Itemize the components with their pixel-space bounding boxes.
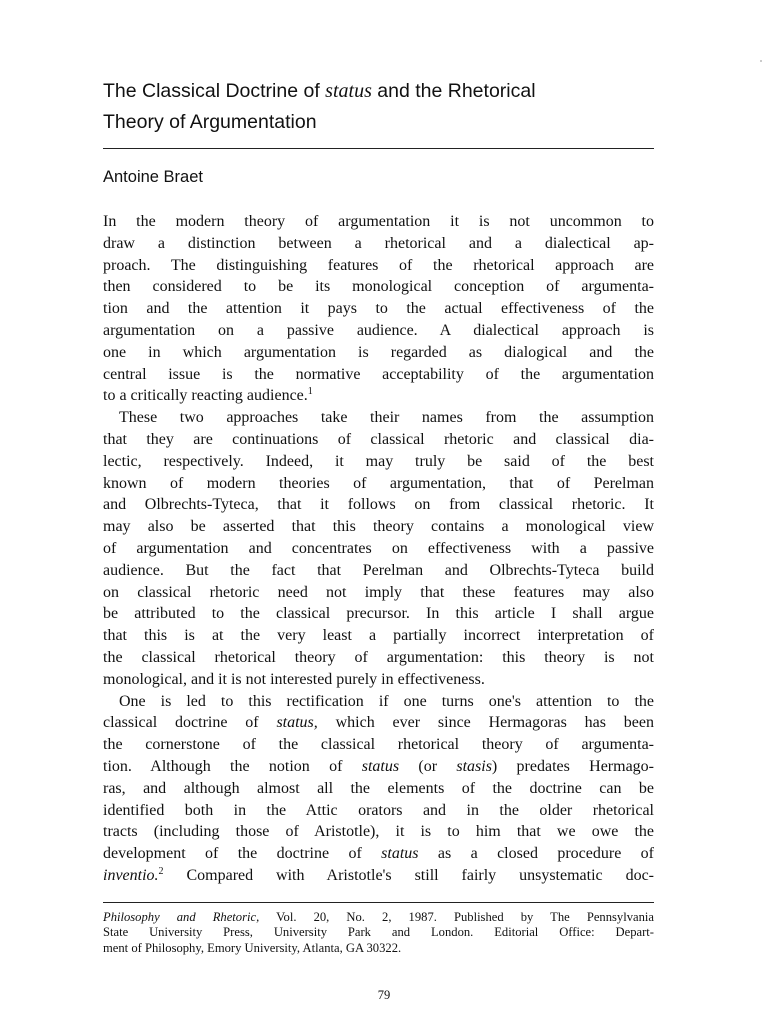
body-line: the cornerstone of the classical rhetorical theory of argumenta-: [103, 736, 654, 754]
journal-name: Philosophy and Rhetoric,: [103, 910, 260, 924]
title-rule: [103, 148, 654, 149]
body-line: the classical rhetorical theory of argumentation: this theory is not: [103, 648, 654, 666]
body-line: In the modern theory of argumentation it is not uncommon to: [103, 213, 654, 230]
body-line: of argumentation and concentrates on effectiveness with a passive: [103, 539, 654, 557]
footnote-ref-1[interactable]: 1: [307, 386, 313, 398]
body-line: inventio.$^2$ Compared with Aristotle's still fairly unsystematic doc-: [103, 865, 654, 884]
footnote-line: ment of Philosophy, Emory University, Atlanta, GA 30322.: [103, 940, 402, 955]
body-line: tion. Although the notion of status (or stasis) predates Hermago-: [103, 757, 655, 775]
body-line: to a critically reacting audience.$^1$: [103, 386, 313, 405]
footnote-line: Philosophy and Rhetoric, Vol. 20, No. 2, 1987. Published by The Pennsylvania: [103, 910, 654, 924]
body-line: One is led to this rectification if one turns one's attention to the: [119, 692, 654, 710]
article-title: [103, 76, 663, 138]
title-line-1: The Classical Doctrine of status and the Rhetorical: [103, 80, 536, 102]
body-line: on classical rhetoric need not imply that these features may also: [103, 583, 654, 601]
body-line: audience. But the fact that Perelman and Olbrechts-Tyteca build: [103, 561, 654, 579]
body-line: and Olbrechts-Tyteca, that it follows on from classical rhetoric. It: [103, 496, 654, 514]
body-line: argumentation on a passive audience. A dialectical approach is: [103, 321, 654, 339]
footnote-line: State University Press, University Park and London. Editorial Office: Depart-: [103, 925, 654, 940]
author-name: Antoine Braet: [103, 168, 203, 186]
body-line: ras, and although almost all the elements of the doctrine can be: [103, 779, 654, 797]
body-line: tracts (including those of Aristotle), it is to him that we owe the: [103, 823, 654, 841]
footnote-rule: [103, 902, 654, 903]
body-line: These two approaches take their names from the assumption: [119, 409, 654, 427]
body-line: central issue is the normative acceptability of the argumentation: [103, 365, 654, 383]
body-line: identified both in the Attic orators and in the older rhetorical: [103, 801, 654, 819]
body-text: [103, 211, 654, 887]
body-line: draw a distinction between a rhetorical and a dialectical ap-: [103, 234, 654, 252]
title-italic-status: status: [325, 80, 372, 102]
body-line: may also be asserted that this theory contains a monological view: [103, 518, 654, 536]
publication-footnote: [103, 910, 654, 956]
body-line: one in which argumentation is regarded as dialogical and the: [103, 343, 654, 361]
body-line: that this is at the very least a partially incorrect interpretation of: [103, 627, 654, 645]
body-line: known of modern theories of argumentation, that of Perelman: [103, 474, 654, 492]
page-number: 79: [377, 988, 391, 1002]
body-line: development of the doctrine of status as a closed procedure of: [103, 845, 655, 863]
footnote-ref-2[interactable]: 2: [158, 865, 164, 877]
body-line: be attributed to the classical precursor. In this article I shall argue: [103, 605, 654, 623]
body-line: then considered to be its monological conception of argumenta-: [103, 278, 654, 296]
scan-speck: [760, 60, 762, 62]
title-line-2: Theory of Argumentation: [103, 111, 317, 133]
body-line: lectic, respectively. Indeed, it may truly be said of the best: [103, 452, 654, 470]
body-line: proach. The distinguishing features of the rhetorical approach are: [103, 256, 654, 274]
body-line: monological, and it is not interested purely in effectiveness.: [103, 670, 485, 688]
body-line: that they are continuations of classical rhetoric and classical dia-: [103, 430, 654, 448]
body-line: classical doctrine of status, which ever since Hermagoras has been: [103, 714, 654, 732]
body-line: tion and the attention it pays to the actual effectiveness of the: [103, 300, 654, 318]
